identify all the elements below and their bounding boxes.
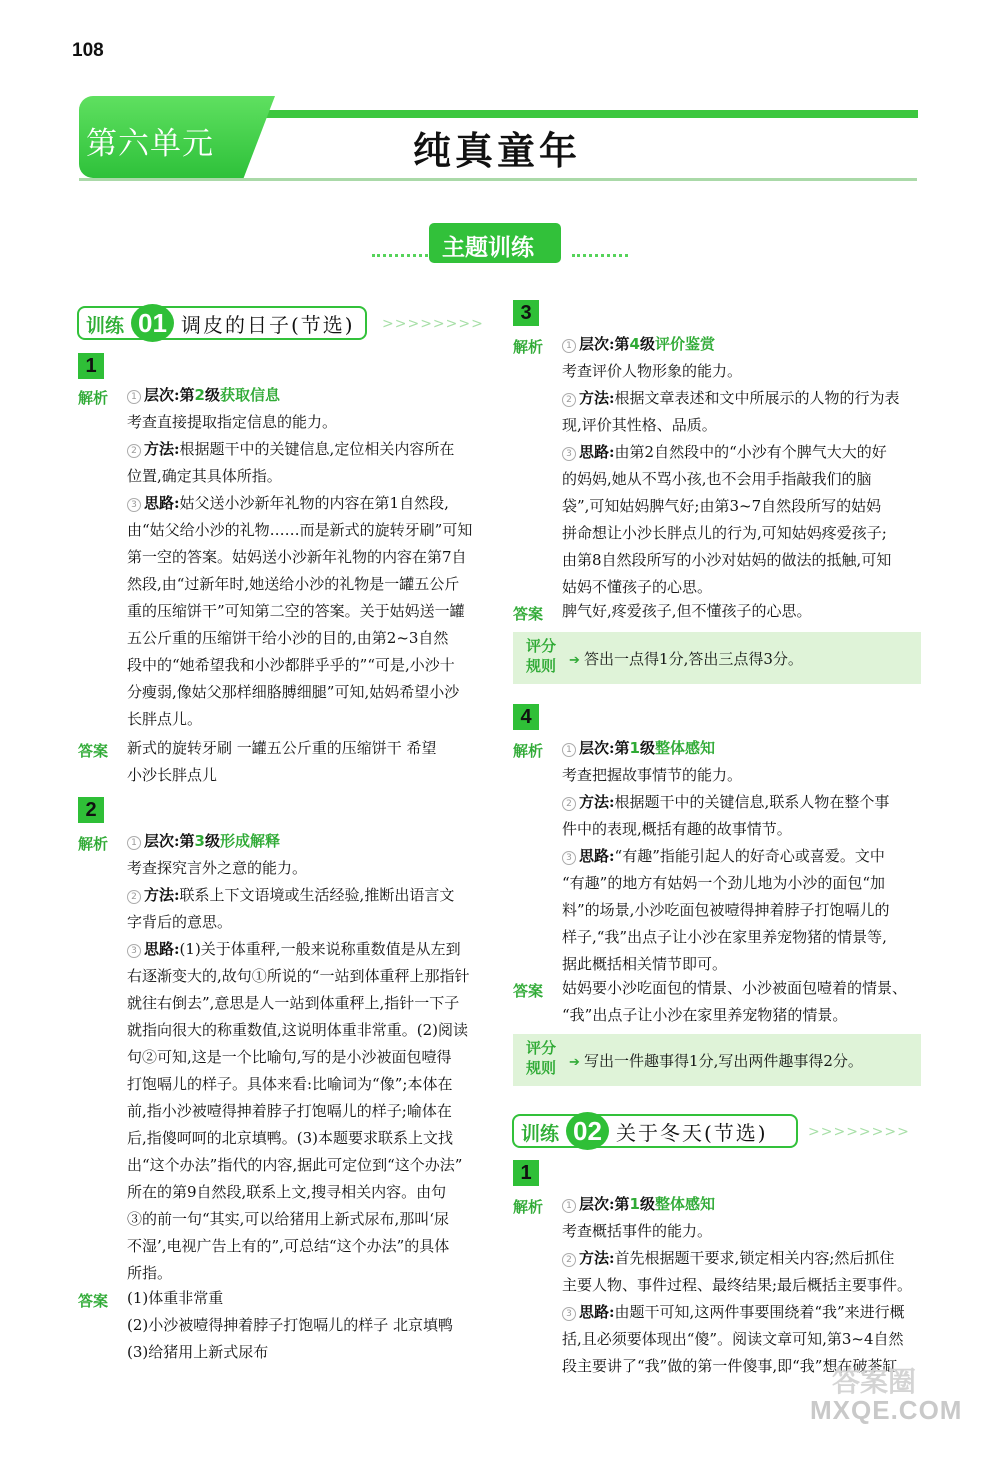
exercise-number: 02 [566,1112,609,1150]
analysis-block: 1 层次:第1级整体感知 考查把握故事情节的能力。 2 方法:根据题干中的关键信息,联系人物在整个事 件中的表现,概括有趣的故事情节。 3 思路:“有趣”指能引起人的好奇心或喜爱。文中 “有趣”的地方有姑妈一个劲儿地为小沙的面包“加 料”的场景,小沙吃面包被噎得抻着脖子打饱嗝儿的 样子,“我”出点子让小沙在家里养宠物猪的情景等, 据此概括相关情节即可。 [562,739,890,973]
number-2-icon: 2 [127,890,141,904]
analysis-tag: 解析 [513,1198,544,1216]
number-3-icon: 3 [562,1307,576,1321]
exercise-title: 关于冬天(节选) [616,1121,768,1145]
analysis-tag: 解析 [513,742,544,760]
number-3-icon: 3 [562,447,576,461]
unit-title: 纯真童年 [413,128,582,173]
section-divider-left [372,254,428,257]
number-1-icon: 1 [562,743,576,757]
unit-title-bar [262,110,918,118]
chevron-decoration-icon: >>>>>>>> [382,316,484,332]
number-2-icon: 2 [127,444,141,458]
analysis-tag: 解析 [78,389,109,407]
analysis-block: 1 层次:第3级形成解释 考查探究言外之意的能力。 2 方法:联系上下文语境或生活经验,推断出语言文 字背后的意思。 3 思路:(1)关于体重秤,一般来说称重数值是从左到 右逐渐变大的,故句①所说的“一站到体重秤上那指针 就往右倒去”,意思是人一站到体重秤上,指针一下子 就指向很大的称重数值,这说明体重非常重。(2)阅读 句②可知,这是一个比喻句,写的是小沙被面包噎得 打饱嗝儿的样子。具体来看:比喻词为“像”;本体在 前,指小沙被噎得抻着脖子打饱嗝儿的样子;喻体在 后,指傻呵呵的北京填鸭。(3)本题要求联系上文找 出“这个办法”指代的内容,据此可定位到“这个办法” 所在的第9自然段,联系上文,搜寻相关内容。由句 ③的前一句“其实,可以给猪用上新式尿布,那叫‘尿 不湿’,电视广告上有的”,可总结“这个办法”的具体 所指。 [127,832,470,1282]
answer-tag: 答案 [78,742,109,760]
answer-text: (1)体重非常重 (2)小沙被噎得抻着脖子打饱嗝儿的样子 北京填鸭 (3)给猪用上新式尿布 [127,1289,454,1361]
answer-tag: 答案 [513,982,544,1000]
number-1-icon: 1 [562,339,576,353]
exercise-title: 调皮的日子(节选) [181,313,355,337]
analysis-block: 1 层次:第2级获取信息 考查直接提取指定信息的能力。 2 方法:根据题干中的关键信息,定位相关内容所在 位置,确定其具体所指。 3 思路:姑父送小沙新年礼物的内容在第1自然段, 由“姑父给小沙的礼物……而是新式的旋转牙刷”可知 第一空的答案。姑妈送小沙新年礼物的内容在第7自 然段,由“过新年时,她送给小沙的礼物是一罐五公斤 重的压缩饼干”可知第二空的答案。关于姑妈送一罐 五公斤重的压缩饼干给小沙的目的,由第2~3自然 段中的“她希望我和小沙都胖乎乎的”“可是,小沙十 分瘦弱,像姑父那样细胳膊细腿”可知,姑妈希望小沙 长胖点儿。 [127,386,473,728]
question-number: 2 [78,797,104,823]
watermark-logo: 答案圈 [832,1365,917,1398]
answer-text: 新式的旋转牙刷 一罐五公斤重的压缩饼干 希望 小沙长胖点儿 [127,739,437,784]
question-number: 1 [513,1160,539,1186]
analysis-block: 1 层次:第4级评价鉴赏 考查评价人物形象的能力。 2 方法:根据文章表述和文中所展示的人物的行为表 现,评价其性格、品质。 3 思路:由第2自然段中的“小沙有个脾气大大的好 的妈妈,她从不骂小孩,也不会用手指敲我们的脑 袋”,可知姑妈脾气好;由第3~7自然段所写的姑妈 拼命想让小沙长胖点儿的行为,可知姑妈疼爱孩子; 由第8自然段所写的小沙对姑妈的做法的抵触,可知 姑妈不懂孩子的心思。 [562,335,900,596]
number-2-icon: 2 [562,393,576,407]
unit-label: 第六单元 [86,126,214,162]
question-number: 1 [78,353,104,379]
number-3-icon: 3 [562,851,576,865]
scoring-rule-text: ➔ 写出一件趣事得1分,写出两件趣事得2分。 [569,1052,863,1070]
question-number: 3 [513,300,539,326]
page-number: 108 [72,40,104,61]
number-1-icon: 1 [562,1199,576,1213]
number-3-icon: 3 [127,944,141,958]
analysis-tag: 解析 [513,338,544,356]
exercise-number: 01 [131,304,174,342]
analysis-block: 1 层次:第1级整体感知 考查概括事件的能力。 2 方法:首先根据题干要求,锁定相关内容;然后抓住 主要人物、事件过程、最终结果;最后概括主要事件。 3 思路:由题干可知,这两件事要围绕着“我”来进行概 括,且必须要体现出“傻”。阅读文章可知,第3~4自然 段主要讲了“我”做的第一件傻事,即“我”想在破茶缸 [562,1195,913,1375]
number-1-icon: 1 [127,836,141,850]
chevron-decoration-icon: >>>>>>>> [808,1124,910,1140]
answer-tag: 答案 [78,1292,109,1310]
exercise-tag: 训练 [86,315,125,337]
unit-title-underline [79,178,917,181]
arrow-right-icon: ➔ [569,1055,585,1070]
number-1-icon: 1 [127,390,141,404]
scoring-rule-text: ➔ 答出一点得1分,答出三点得3分。 [569,650,803,668]
section-divider-right [572,254,628,257]
section-title: 主题训练 [442,235,534,261]
question-number: 4 [513,704,539,730]
scoring-rule-tag: 评分 规则 [526,1039,557,1077]
number-3-icon: 3 [127,498,141,512]
number-2-icon: 2 [562,1253,576,1267]
number-2-icon: 2 [562,797,576,811]
answer-text: 姑妈要小沙吃面包的情景、小沙被面包噎着的情景、 “我”出点子让小沙在家里养宠物猪的情景。 [562,979,908,1024]
watermark-url: MXQE.COM [810,1395,963,1425]
answer-text: 脾气好,疼爱孩子,但不懂孩子的心思。 [562,602,812,620]
arrow-right-icon: ➔ [569,653,585,668]
exercise-tag: 训练 [521,1123,560,1145]
analysis-tag: 解析 [78,835,109,853]
scoring-rule-tag: 评分 规则 [526,637,557,675]
answer-tag: 答案 [513,605,544,623]
